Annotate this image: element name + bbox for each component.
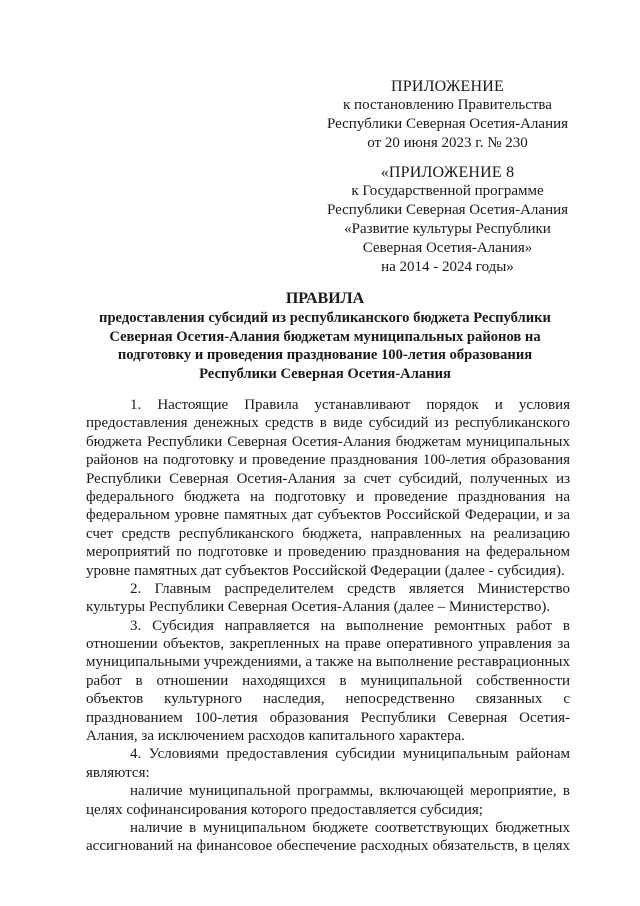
paragraph-line: объектов культурного наследия, непосредственно связанных с <box>86 691 570 708</box>
appendix8-line: на 2014 - 2024 годы» <box>381 259 514 275</box>
appendix8-line: Северная Осетия-Алания» <box>362 240 533 256</box>
paragraph <box>86 617 570 746</box>
paragraph-line: 2. Главным распределителем средств является Министерство <box>130 580 570 597</box>
paragraph-line: предоставления денежных средств в виде субсидий из республиканского <box>86 415 570 432</box>
appendix-line: Республики Северная Осетия-Алания <box>326 116 569 132</box>
appendix8-line: Республики Северная Осетия-Алания <box>326 202 569 218</box>
paragraph-line: счет средств республиканского бюджета, направленных на реализацию <box>86 525 570 542</box>
paragraph-line: Алания, за исключением расходов капитального характера. <box>86 728 465 745</box>
paragraph <box>86 396 570 580</box>
paragraph-line: празднованием 100-летия образования Республики Северная Осетия- <box>86 709 570 726</box>
paragraph-line: мероприятий по подготовке и проведению празднования на федеральном <box>86 544 570 561</box>
appendix-heading: ПРИЛОЖЕНИЕ <box>390 78 504 95</box>
paragraph-line: наличие в муниципальном бюджете соответствующих бюджетных <box>130 819 570 836</box>
appendix-date-line: от 20 июня 2023 г. № 230 <box>367 135 528 151</box>
paragraph <box>86 580 570 617</box>
paragraph-line: федеральном уровне памятных дат субъектов Российской Федерации, и за <box>86 507 570 524</box>
paragraph-line: 4. Условиями предоставления субсидии муниципальным районам <box>130 746 570 763</box>
subtitle-line: предоставления субсидий из республиканского бюджета Республики <box>99 310 551 326</box>
appendix8-line: «Развитие культуры Республики <box>344 221 551 237</box>
paragraph-line: работ в отношении находящихся в муниципальной собственности <box>86 672 570 689</box>
appendix-approval-block <box>300 77 595 153</box>
paragraph <box>86 782 570 819</box>
paragraph <box>86 819 570 856</box>
subtitle-line: Северная Осетия-Алания бюджетам муниципальных районов на <box>109 328 541 345</box>
paragraph <box>86 745 570 782</box>
paragraph-line: ассигнований на финансовое обеспечение расходных обязательств, в целях <box>86 838 570 855</box>
paragraph-line: культуры Республики Северная Осетия-Алания (далее – Министерство). <box>86 599 551 616</box>
appendix8-line: к Государственной программе <box>351 183 544 199</box>
paragraph-line: целях софинансирования которого предоставляется субсидия; <box>86 801 483 818</box>
paragraph-line: отношении объектов, закрепленных на праве оперативного управления за <box>86 636 570 653</box>
paragraph-line: наличие муниципальной программы, включающей мероприятие, в <box>130 783 570 800</box>
paragraph-line: 1. Настоящие Правила устанавливают порядок и условия <box>130 397 570 413</box>
paragraph-line: федерального бюджета на подготовку и проведение празднования на <box>86 488 570 505</box>
paragraph-line: муниципальными учреждениями, а также на выполнение реставрационных <box>86 654 570 671</box>
appendix-line: к постановлению Правительства <box>343 97 552 113</box>
subtitle-line: Республики Северная Осетия-Алания <box>199 365 451 382</box>
document-body <box>86 396 570 856</box>
paragraph-line: уровне памятных дат субъектов Российской Федерации (далее - субсидия). <box>86 562 565 579</box>
document-title: ПРАВИЛА <box>285 290 365 307</box>
document-subtitle <box>60 309 590 383</box>
paragraph-line: бюджета Республики Северная Осетия-Алания бюджетам муниципальных <box>86 433 570 450</box>
paragraph-line: районов на подготовку и проведение празднования 100-летия образования <box>86 452 570 469</box>
paragraph-line: Республики Северная Осетия-Алания за счет субсидий, полученных из <box>86 470 570 487</box>
paragraph-line: являются: <box>86 764 150 781</box>
appendix8-block <box>300 163 595 277</box>
paragraph-line: 3. Субсидия направляется на выполнение ремонтных работ в <box>130 617 570 634</box>
appendix8-heading: «ПРИЛОЖЕНИЕ 8 <box>380 164 515 181</box>
subtitle-line: подготовку и проведения празднование 100-летия образования <box>117 347 533 364</box>
